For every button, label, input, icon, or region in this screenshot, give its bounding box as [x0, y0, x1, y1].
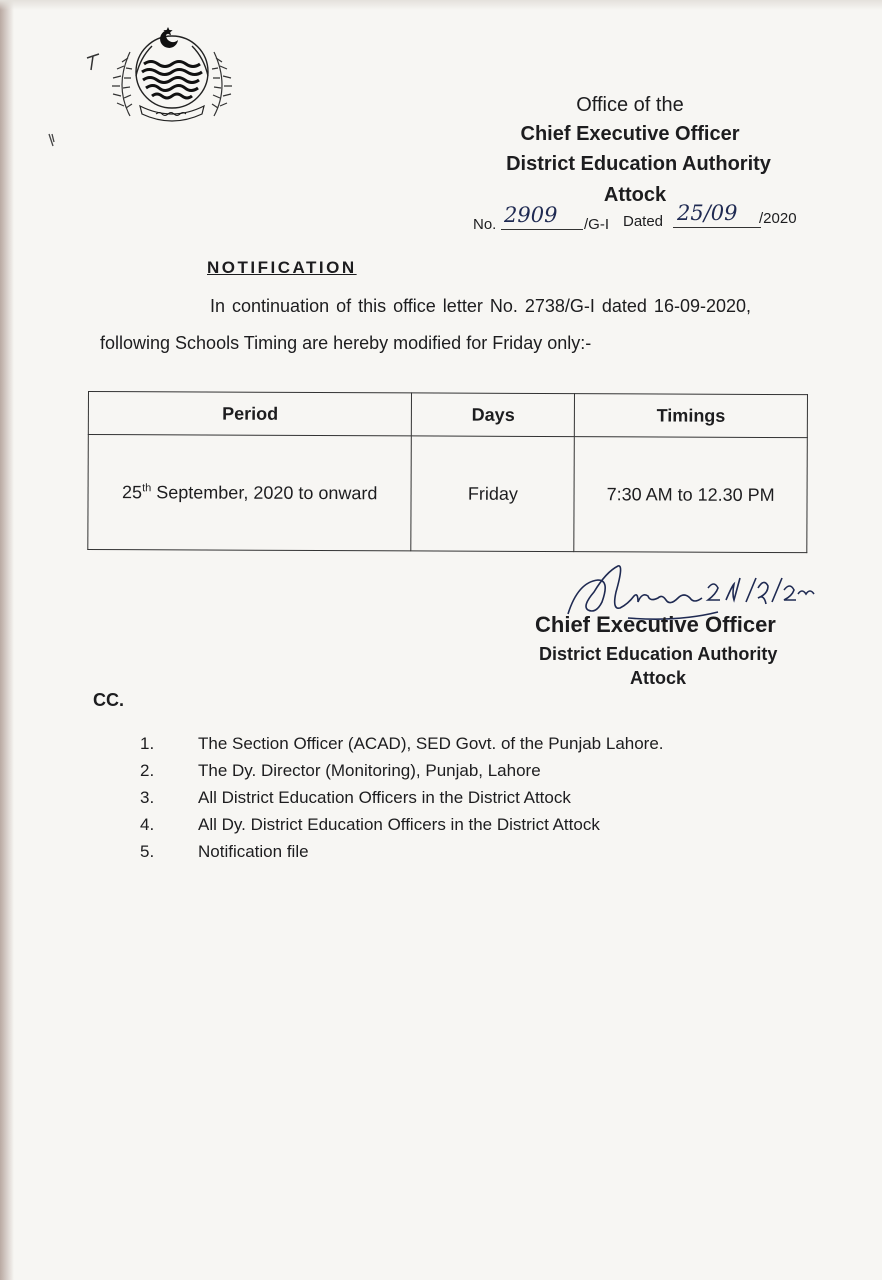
reference-line	[473, 201, 803, 241]
header-period: Period	[88, 392, 412, 436]
school-timing-table	[87, 391, 808, 553]
cell-period	[88, 435, 412, 551]
authority-line: District Education Authority	[506, 153, 771, 175]
list-item	[140, 732, 664, 759]
cc-item-text: All District Education Officers in the District Attock	[198, 788, 571, 807]
notification-paragraph-line-2: following Schools Timing are hereby modified for Friday only:-	[100, 333, 592, 353]
ref-no-underline	[501, 229, 583, 230]
cell-days: Friday	[411, 436, 574, 552]
city-line: Attock	[603, 184, 667, 206]
signatory-title: Chief Executive Officer	[535, 612, 776, 637]
cc-item-text: Notification file	[198, 842, 309, 861]
period-day: 25	[122, 481, 143, 502]
list-item	[140, 840, 664, 867]
list-item	[140, 813, 664, 840]
cc-item-number: 1.	[140, 734, 155, 753]
pen-mark-icon	[46, 132, 56, 148]
table-header-row	[88, 392, 807, 438]
list-item	[140, 759, 664, 786]
table-row	[88, 435, 807, 553]
ref-series: /G-I	[584, 216, 609, 233]
ref-no-label: No.	[473, 216, 497, 233]
period-ordinal: th	[142, 481, 152, 494]
scan-edge-shadow	[0, 0, 14, 1280]
cc-list	[140, 732, 664, 867]
ref-number-handwritten: 2909	[504, 203, 558, 227]
government-of-punjab-emblem-icon	[106, 16, 238, 128]
list-item	[140, 786, 664, 813]
signature-block	[520, 570, 800, 695]
cell-timings: 7:30 AM to 12.30 PM	[574, 437, 807, 553]
date-year: /2020	[759, 210, 797, 227]
designation-line: Chief Executive Officer	[520, 123, 740, 145]
header-timings: Timings	[575, 394, 808, 438]
period-rest: September, 2020 to onward	[151, 481, 378, 503]
notification-title: NOTIFICATION	[207, 258, 357, 277]
date-handwritten: 25/09	[677, 201, 738, 225]
cc-item-number: 5.	[140, 842, 155, 861]
header-days: Days	[412, 393, 575, 437]
scan-top-shadow	[0, 0, 882, 10]
cc-item-number: 2.	[140, 761, 155, 780]
cc-item-text: All Dy. District Education Officers in the District Attock	[198, 815, 600, 834]
cc-item-number: 4.	[140, 815, 155, 834]
pen-mark-icon	[85, 52, 103, 72]
cc-item-number: 3.	[140, 788, 155, 807]
signatory-authority: District Education Authority	[539, 644, 778, 664]
cc-label: CC.	[93, 690, 124, 710]
date-underline	[673, 227, 761, 228]
office-line: Office of the	[576, 94, 684, 116]
dated-label: Dated	[623, 213, 664, 230]
notification-paragraph-line-1: In continuation of this office letter No. 2738/G-I dated 16-09-2020,	[210, 296, 752, 316]
cc-item-text: The Dy. Director (Monitoring), Punjab, Lahore	[198, 761, 541, 780]
signatory-city: Attock	[630, 668, 687, 688]
cc-item-text: The Section Officer (ACAD), SED Govt. of the Punjab Lahore.	[198, 734, 664, 753]
